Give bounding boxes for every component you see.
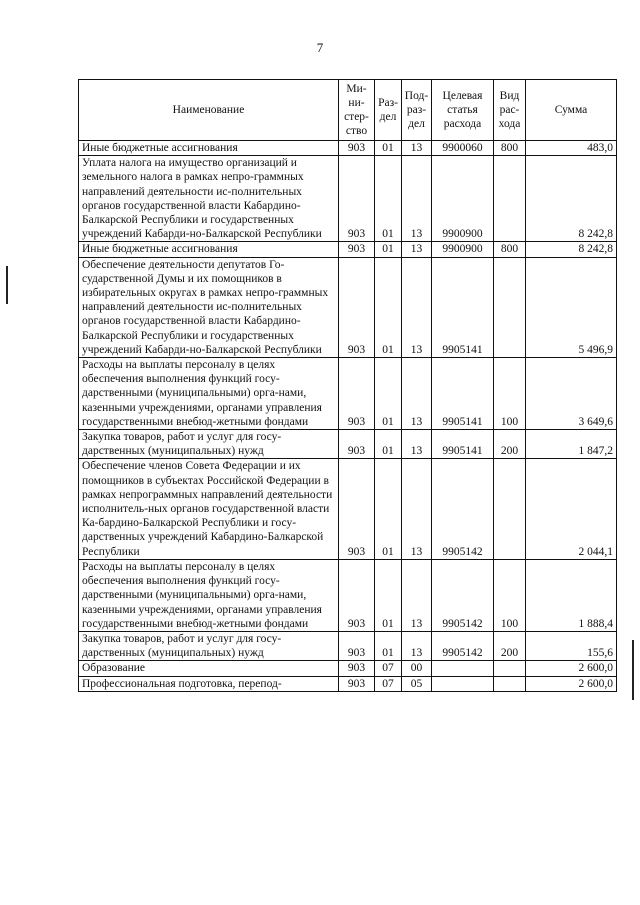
cell-section: 07 bbox=[375, 676, 402, 691]
cell-subsection: 13 bbox=[402, 257, 432, 357]
cell-ministry: 903 bbox=[339, 141, 375, 156]
table-row bbox=[79, 141, 617, 156]
header-target-text: Целевая статья расхода bbox=[442, 90, 483, 130]
cell-sum: 8 242,8 bbox=[526, 242, 617, 257]
cell-type: 800 bbox=[494, 141, 526, 156]
cell-section: 01 bbox=[375, 358, 402, 430]
cell-name: Обеспечение членов Совета Федерации и их помощников в субъектах Российской Федерации в рамках непрограммных направлений деятельности исполнитель-ных органов государственной власти Ка-бардино-Балкарской Республики и госу-дарственных учреждений Кабардино-Балкарской Республики bbox=[79, 459, 339, 559]
header-ministry bbox=[339, 80, 375, 141]
cell-target: 9905142 bbox=[432, 559, 494, 631]
table-row bbox=[79, 358, 617, 430]
cell-section: 01 bbox=[375, 156, 402, 242]
table-row bbox=[79, 257, 617, 357]
cell-type bbox=[494, 661, 526, 676]
cell-section: 07 bbox=[375, 661, 402, 676]
cell-section: 01 bbox=[375, 631, 402, 660]
cell-sum: 5 496,9 bbox=[526, 257, 617, 357]
header-name: Наименование bbox=[79, 80, 339, 141]
table-row bbox=[79, 631, 617, 660]
cell-sum: 483,0 bbox=[526, 141, 617, 156]
cell-sum: 2 044,1 bbox=[526, 459, 617, 559]
cell-subsection: 13 bbox=[402, 631, 432, 660]
header-target bbox=[432, 80, 494, 141]
header-section bbox=[375, 80, 402, 141]
cell-type bbox=[494, 257, 526, 357]
cell-section: 01 bbox=[375, 141, 402, 156]
cell-sum: 2 600,0 bbox=[526, 676, 617, 691]
cell-ministry: 903 bbox=[339, 631, 375, 660]
cell-ministry: 903 bbox=[339, 257, 375, 357]
cell-name: Расходы на выплаты персоналу в целях обеспечения выполнения функций госу-дарственными (муниципальными) орга-нами, казенными учреждениями, органами управления государственными внебюд-жетными фондами bbox=[79, 559, 339, 631]
cell-target bbox=[432, 661, 494, 676]
cell-name: Расходы на выплаты персоналу в целях обеспечения выполнения функций госу-дарственными (муниципальными) орга-нами, казенными учреждениями, органами управления государственными внебюд-жетными фондами bbox=[79, 358, 339, 430]
cell-target: 9900060 bbox=[432, 141, 494, 156]
cell-name: Профессиональная подготовка, перепод- bbox=[79, 676, 339, 691]
cell-ministry: 903 bbox=[339, 430, 375, 459]
cell-type bbox=[494, 676, 526, 691]
cell-type: 100 bbox=[494, 358, 526, 430]
left-edge-mark bbox=[6, 266, 8, 304]
cell-subsection: 00 bbox=[402, 661, 432, 676]
cell-name: Закупка товаров, работ и услуг для госу-дарственных (муниципальных) нужд bbox=[79, 430, 339, 459]
cell-ministry: 903 bbox=[339, 676, 375, 691]
budget-table bbox=[78, 79, 617, 692]
cell-sum: 3 649,6 bbox=[526, 358, 617, 430]
table-row bbox=[79, 459, 617, 559]
cell-ministry: 903 bbox=[339, 459, 375, 559]
table-row bbox=[79, 242, 617, 257]
page-number: 7 bbox=[316, 40, 324, 55]
cell-name: Обеспечение деятельности депутатов Го-сударственной Думы и их помощников в избирательных округах в рамках непро-граммных направлений деятельности ис-полнительных органов государственной власти Кабардино-Балкарской Республики и государственных учреждений Кабарди-но-Балкарской Республики bbox=[79, 257, 339, 357]
cell-type: 200 bbox=[494, 631, 526, 660]
header-subsection bbox=[402, 80, 432, 141]
cell-name: Иные бюджетные ассигнования bbox=[79, 242, 339, 257]
cell-type: 100 bbox=[494, 559, 526, 631]
table-row bbox=[79, 661, 617, 676]
cell-section: 01 bbox=[375, 257, 402, 357]
cell-target: 9905141 bbox=[432, 358, 494, 430]
cell-subsection: 13 bbox=[402, 430, 432, 459]
table-row bbox=[79, 559, 617, 631]
cell-type bbox=[494, 459, 526, 559]
header-type bbox=[494, 80, 526, 141]
cell-target bbox=[432, 676, 494, 691]
cell-name: Уплата налога на имущество организаций и земельного налога в рамках непро-граммных направлений деятельности ис-полнительных органов государственной власти Кабардино-Балкарской Республики и государственных учреждений Кабарди-но-Балкарской Республики bbox=[79, 156, 339, 242]
cell-sum: 1 888,4 bbox=[526, 559, 617, 631]
cell-type: 200 bbox=[494, 430, 526, 459]
cell-target: 9905142 bbox=[432, 631, 494, 660]
cell-subsection: 13 bbox=[402, 156, 432, 242]
cell-section: 01 bbox=[375, 430, 402, 459]
cell-ministry: 903 bbox=[339, 242, 375, 257]
right-edge-mark bbox=[632, 640, 634, 700]
cell-ministry: 903 bbox=[339, 559, 375, 631]
cell-subsection: 13 bbox=[402, 459, 432, 559]
cell-type: 800 bbox=[494, 242, 526, 257]
cell-subsection: 13 bbox=[402, 242, 432, 257]
table-row bbox=[79, 676, 617, 691]
cell-sum: 8 242,8 bbox=[526, 156, 617, 242]
cell-subsection: 05 bbox=[402, 676, 432, 691]
cell-target: 9900900 bbox=[432, 242, 494, 257]
header-type-text: Вид рас- хода bbox=[498, 90, 521, 130]
cell-section: 01 bbox=[375, 242, 402, 257]
cell-target: 9905141 bbox=[432, 430, 494, 459]
header-section-text: Раз- дел bbox=[378, 97, 398, 123]
cell-ministry: 903 bbox=[339, 358, 375, 430]
cell-sum: 1 847,2 bbox=[526, 430, 617, 459]
header-sum: Сумма bbox=[526, 80, 617, 141]
cell-subsection: 13 bbox=[402, 141, 432, 156]
cell-name: Образование bbox=[79, 661, 339, 676]
cell-target: 9900900 bbox=[432, 156, 494, 242]
table-row bbox=[79, 156, 617, 242]
cell-subsection: 13 bbox=[402, 559, 432, 631]
cell-sum: 155,6 bbox=[526, 631, 617, 660]
table-row bbox=[79, 430, 617, 459]
cell-section: 01 bbox=[375, 559, 402, 631]
cell-ministry: 903 bbox=[339, 661, 375, 676]
cell-target: 9905141 bbox=[432, 257, 494, 357]
cell-sum: 2 600,0 bbox=[526, 661, 617, 676]
cell-name: Иные бюджетные ассигнования bbox=[79, 141, 339, 156]
header-ministry-text: Ми- ни- стер- ство bbox=[344, 83, 369, 137]
cell-section: 01 bbox=[375, 459, 402, 559]
header-subsection-text: Под- раз- дел bbox=[404, 90, 429, 130]
cell-type bbox=[494, 156, 526, 242]
cell-subsection: 13 bbox=[402, 358, 432, 430]
cell-target: 9905142 bbox=[432, 459, 494, 559]
cell-name: Закупка товаров, работ и услуг для госу-дарственных (муниципальных) нужд bbox=[79, 631, 339, 660]
table-body bbox=[79, 141, 617, 692]
cell-ministry: 903 bbox=[339, 156, 375, 242]
table-header-row bbox=[79, 80, 617, 141]
